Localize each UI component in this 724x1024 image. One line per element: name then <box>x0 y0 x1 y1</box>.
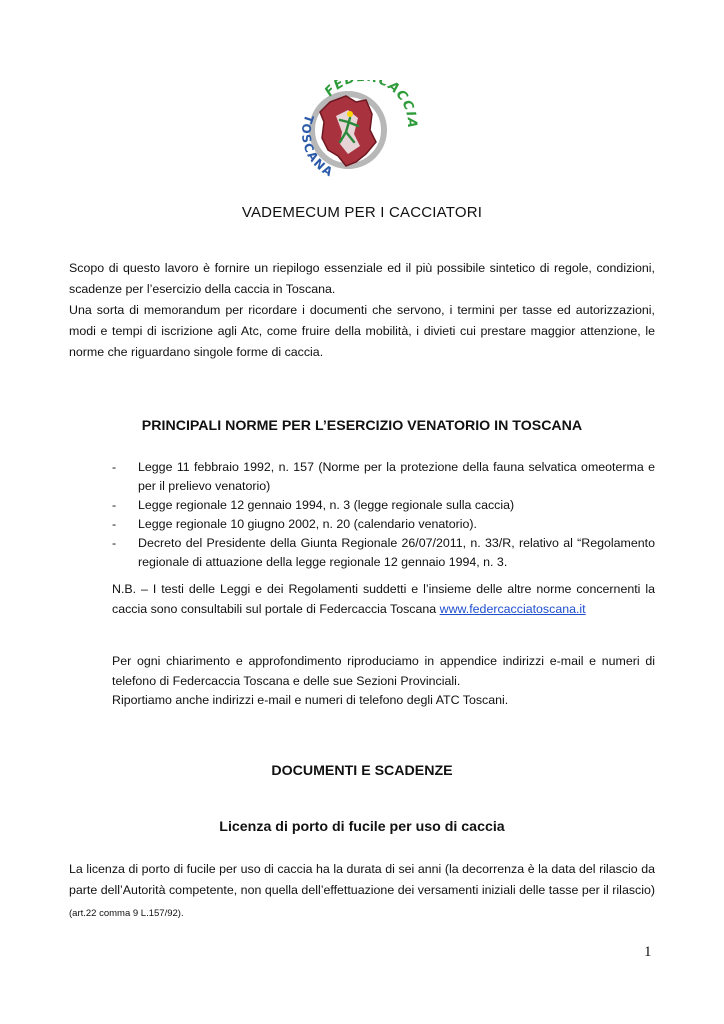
intro-paragraph-2: Una sorta di memorandum per ricordare i documenti che servono, i termini per tasse ed autorizzazioni, modi e tempi di iscrizione agli Atc, come fruire della mobilità, i divieti cui prestare maggior attenzione, le norme che riguardano singole forme di caccia. <box>69 303 655 359</box>
bullet-dash: - <box>112 517 117 531</box>
licenza-section <box>69 859 655 924</box>
logo-word-toscana: TOSCANA <box>298 112 337 180</box>
list-item-text: Legge regionale 10 giugno 2002, n. 20 (calendario venatorio). <box>138 517 477 531</box>
chiarimento-text: Per ogni chiarimento e approfondimento riproduciamo in appendice indirizzi e-mail e numeri di telefono di Federcaccia Toscana e delle sue Sezioni Provinciali. <box>112 654 655 688</box>
chiarimento-note <box>112 652 655 711</box>
bullet-dash: - <box>112 460 117 474</box>
bullet-dash: - <box>112 498 117 512</box>
list-item <box>112 496 655 515</box>
licenza-subheading: Licenza di porto di fucile per uso di caccia <box>219 819 505 835</box>
documenti-heading: DOCUMENTI E SCADENZE <box>271 763 453 779</box>
list-item-text: Legge regionale 12 gennaio 1994, n. 3 (legge regionale sulla caccia) <box>138 498 515 512</box>
list-item-text: Legge 11 febbraio 1992, n. 157 (Norme per la protezione della fauna selvatica omeoterma e per il prelievo venatorio) <box>138 460 655 493</box>
document-title: VADEMECUM PER I CACCIATORI <box>241 204 483 221</box>
logo-word-federcaccia: FE CACCIA <box>322 80 420 130</box>
list-item-text: Decreto del Presidente della Giunta Regionale 26/07/2011, n. 33/R, relativo al “Regolamento regionale di attuazione della legge regionale 12 gennaio 1994, n. 3. <box>138 536 655 569</box>
atc-text: Riportiamo anche indirizzi e-mail e numeri di telefono degli ATC Toscani. <box>112 693 509 707</box>
logo-emblem <box>296 80 426 190</box>
norme-heading: PRINCIPALI NORME PER L’ESERCIZIO VENATORIO IN TOSCANA <box>141 418 583 434</box>
nb-note <box>112 580 655 619</box>
federcaccia-link[interactable]: www.federcacciatoscana.it <box>439 601 586 616</box>
intro-section <box>69 258 655 363</box>
page-number: 1 <box>644 944 652 960</box>
list-item <box>112 515 655 534</box>
licenza-text: La licenza di porto di fucile per uso di caccia ha la durata di sei anni (la decorrenza è la data del rilascio da parte dell’Autorità competente, non quella dell’effettuazione dei versamenti iniziali delle tasse per il rilascio) <box>69 862 655 897</box>
nb-text: N.B. – I testi delle Leggi e dei Regolamenti suddetti e l’insieme delle altre norme concernenti la caccia sono consultabili sul portale di Federcaccia Toscana <box>112 582 655 616</box>
list-item <box>112 534 655 572</box>
intro-paragraph-1: Scopo di questo lavoro è fornire un riepilogo essenziale ed il più possibile sintetico di regole, condizioni, scadenze per l’esercizio della caccia in Toscana. <box>69 261 655 296</box>
norme-list <box>112 458 655 572</box>
licenza-reference: (art.22 comma 9 L.157/92). <box>69 908 184 919</box>
federcaccia-toscana-logo <box>296 80 426 190</box>
list-item <box>112 458 655 496</box>
bullet-dash: - <box>112 536 117 550</box>
